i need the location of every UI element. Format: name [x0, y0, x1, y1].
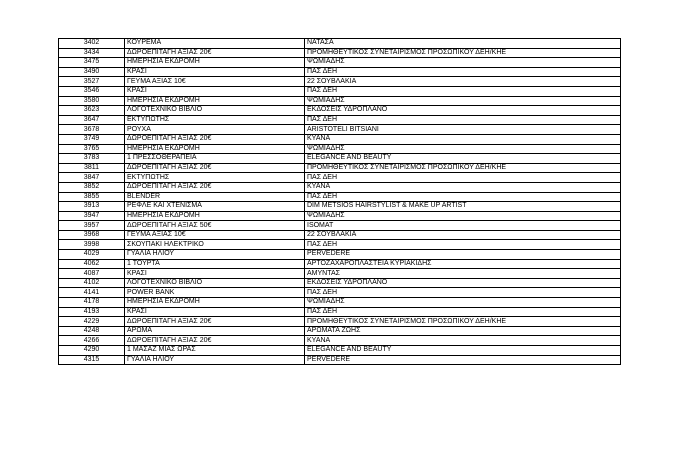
prize-cell: ΓΕΥΜΑ ΑΞΙΑΣ 10€: [125, 77, 305, 87]
prize-cell: ΔΩΡΟΕΠΙΤΑΓΗ ΑΞΙΑΣ 20€: [125, 317, 305, 327]
table-row: [59, 307, 621, 317]
sponsor-cell: ΠΡΟΜΗΘΕΥΤΙΚΟΣ ΣΥΝΕΤΑΙΡΙΣΜΟΣ ΠΡΟΣΩΠΙΚΟΥ ΔΕΗ/ΚΗΕ: [305, 317, 621, 327]
sponsor-cell: ΕΚΔΟΣΕΙΣ ΥΔΡΟΠΛΑΝΟ: [305, 278, 621, 288]
ticket-number-cell: 3998: [59, 240, 125, 250]
sponsor-cell: ΨΩΜΙΑΔΗΣ: [305, 298, 621, 308]
table-row: [59, 134, 621, 144]
table-row: [59, 39, 621, 49]
prize-cell: ΚΡΑΣΙ: [125, 307, 305, 317]
prize-cell: ΔΩΡΟΕΠΙΤΑΓΗ ΑΞΙΑΣ 20€: [125, 163, 305, 173]
table-row: [59, 182, 621, 192]
ticket-number-cell: 3647: [59, 115, 125, 125]
prize-cell: BLENDER: [125, 192, 305, 202]
sponsor-cell: ΨΩΜΙΑΔΗΣ: [305, 96, 621, 106]
ticket-number-cell: 3847: [59, 173, 125, 183]
table-row: [59, 259, 621, 269]
ticket-number-cell: 4178: [59, 298, 125, 308]
prize-cell: ΓΕΥΜΑ ΑΞΙΑΣ 10€: [125, 230, 305, 240]
table-row: [59, 317, 621, 327]
prize-cell: ΕΚΤΥΠΩΤΗΣ: [125, 115, 305, 125]
table-row: [59, 106, 621, 116]
ticket-number-cell: 3913: [59, 202, 125, 212]
table-row: [59, 288, 621, 298]
ticket-number-cell: 3527: [59, 77, 125, 87]
prize-cell: ΛΟΓΟΤΕΧΝΙΚΟ ΒΙΒΛΙΟ: [125, 106, 305, 116]
prize-cell: ΚΡΑΣΙ: [125, 86, 305, 96]
sponsor-cell: 22 ΣΟΥΒΛΑΚΙΑ: [305, 230, 621, 240]
table-row: [59, 67, 621, 77]
ticket-number-cell: 3749: [59, 134, 125, 144]
table-row: [59, 346, 621, 356]
ticket-number-cell: 4087: [59, 269, 125, 279]
ticket-number-cell: 4290: [59, 346, 125, 356]
prize-cell: ΔΩΡΟΕΠΙΤΑΓΗ ΑΞΙΑΣ 20€: [125, 182, 305, 192]
table-row: [59, 269, 621, 279]
table-row: [59, 230, 621, 240]
prize-cell: ΚΡΑΣΙ: [125, 67, 305, 77]
table-row: [59, 115, 621, 125]
table-row: [59, 250, 621, 260]
sponsor-cell: ΠΑΣ ΔΕΗ: [305, 67, 621, 77]
ticket-number-cell: 3434: [59, 48, 125, 58]
sponsor-cell: ΠΑΣ ΔΕΗ: [305, 307, 621, 317]
sponsor-cell: DIM METSIOS HAIRSTYLIST & MAKE UP ARTIST: [305, 202, 621, 212]
prize-cell: ΗΜΕΡΗΣΙΑ ΕΚΔΡΟΜΗ: [125, 211, 305, 221]
ticket-number-cell: 4248: [59, 326, 125, 336]
prize-cell: ΓΥΑΛΙΑ ΗΛΙΟΥ: [125, 355, 305, 365]
sponsor-cell: ΚΥΑΝΑ: [305, 134, 621, 144]
prize-cell: ΓΥΑΛΙΑ ΗΛΙΟΥ: [125, 250, 305, 260]
prize-cell: 1 ΠΡΕΣΣΟΘΕΡΑΠΕΙΑ: [125, 154, 305, 164]
sponsor-cell: ΝΑΤΑΣΑ: [305, 39, 621, 49]
ticket-number-cell: 3678: [59, 125, 125, 135]
sponsor-cell: ΚΥΑΝΑ: [305, 182, 621, 192]
prize-cell: ΗΜΕΡΗΣΙΑ ΕΚΔΡΟΜΗ: [125, 144, 305, 154]
prize-cell: ΔΩΡΟΕΠΙΤΑΓΗ ΑΞΙΑΣ 20€: [125, 134, 305, 144]
table-row: [59, 154, 621, 164]
table-row: [59, 202, 621, 212]
sponsor-cell: ΕΚΔΟΣΕΙΣ ΥΔΡΟΠΛΑΝΟ: [305, 106, 621, 116]
sponsor-cell: ΨΩΜΙΑΔΗΣ: [305, 58, 621, 68]
ticket-number-cell: 4193: [59, 307, 125, 317]
ticket-number-cell: 4141: [59, 288, 125, 298]
ticket-number-cell: 3402: [59, 39, 125, 49]
ticket-number-cell: 3855: [59, 192, 125, 202]
table-row: [59, 163, 621, 173]
ticket-number-cell: 3957: [59, 221, 125, 231]
sponsor-cell: ΠΑΣ ΔΕΗ: [305, 192, 621, 202]
table-row: [59, 144, 621, 154]
prize-cell: ΚΟΥΡΕΜΑ: [125, 39, 305, 49]
prize-cell: ΗΜΕΡΗΣΙΑ ΕΚΔΡΟΜΗ: [125, 298, 305, 308]
sponsor-cell: ΠΑΣ ΔΕΗ: [305, 288, 621, 298]
ticket-number-cell: 3852: [59, 182, 125, 192]
prize-cell: 1 ΜΑΣΑΖ ΜΙΑΣ ΩΡΑΣ: [125, 346, 305, 356]
sponsor-cell: ΚΥΑΝΑ: [305, 336, 621, 346]
ticket-number-cell: 4062: [59, 259, 125, 269]
prize-cell: ΗΜΕΡΗΣΙΑ ΕΚΔΡΟΜΗ: [125, 58, 305, 68]
table-row: [59, 326, 621, 336]
sponsor-cell: ΑΡΩΜΑΤΑ ΖΩΗΣ: [305, 326, 621, 336]
sponsor-cell: PERVEDERE: [305, 355, 621, 365]
sponsor-cell: ELEGANCE AND BEAUTY: [305, 346, 621, 356]
prize-cell: ΔΩΡΟΕΠΙΤΑΓΗ ΑΞΙΑΣ 20€: [125, 336, 305, 346]
sponsor-cell: ΑΜΥΝΤΑΣ: [305, 269, 621, 279]
prize-cell: POWER BANK: [125, 288, 305, 298]
table-row: [59, 58, 621, 68]
sponsor-cell: 22 ΣΟΥΒΛΑΚΙΑ: [305, 77, 621, 87]
prize-cell: ΔΩΡΟΕΠΙΤΑΓΗ ΑΞΙΑΣ 20€: [125, 48, 305, 58]
table-row: [59, 96, 621, 106]
sponsor-cell: ARISTOTELI BITSIANI: [305, 125, 621, 135]
ticket-number-cell: 3546: [59, 86, 125, 96]
prize-table-body: [59, 39, 621, 365]
table-row: [59, 48, 621, 58]
table-row: [59, 221, 621, 231]
ticket-number-cell: 4029: [59, 250, 125, 260]
table-row: [59, 355, 621, 365]
ticket-number-cell: 4229: [59, 317, 125, 327]
table-row: [59, 86, 621, 96]
prize-cell: ΡΟΥΧΑ: [125, 125, 305, 135]
ticket-number-cell: 4315: [59, 355, 125, 365]
ticket-number-cell: 3475: [59, 58, 125, 68]
prize-cell: ΡΕΦΛΕ ΚΑΙ ΧΤΕΝΙΣΜΑ: [125, 202, 305, 212]
sponsor-cell: ΠΡΟΜΗΘΕΥΤΙΚΟΣ ΣΥΝΕΤΑΙΡΙΣΜΟΣ ΠΡΟΣΩΠΙΚΟΥ ΔΕΗ/ΚΗΕ: [305, 163, 621, 173]
ticket-number-cell: 3490: [59, 67, 125, 77]
prize-cell: ΗΜΕΡΗΣΙΑ ΕΚΔΡΟΜΗ: [125, 96, 305, 106]
sponsor-cell: ELEGANCE AND BEAUTY: [305, 154, 621, 164]
ticket-number-cell: 3765: [59, 144, 125, 154]
table-row: [59, 192, 621, 202]
prize-table: [58, 38, 621, 365]
prize-cell: ΑΡΩΜΑ: [125, 326, 305, 336]
sponsor-cell: ΨΩΜΙΑΔΗΣ: [305, 211, 621, 221]
sponsor-cell: ΠΑΣ ΔΕΗ: [305, 115, 621, 125]
ticket-number-cell: 4266: [59, 336, 125, 346]
prize-cell: ΚΡΑΣΙ: [125, 269, 305, 279]
prize-cell: ΛΟΓΟΤΕΧΝΙΚΟ ΒΙΒΛΙΟ: [125, 278, 305, 288]
prize-cell: ΣΚΟΥΠΑΚΙ ΗΛΕΚΤΡΙΚΟ: [125, 240, 305, 250]
sponsor-cell: ΨΩΜΙΑΔΗΣ: [305, 144, 621, 154]
table-row: [59, 173, 621, 183]
sponsor-cell: PERVEDERE: [305, 250, 621, 260]
ticket-number-cell: 3947: [59, 211, 125, 221]
table-row: [59, 278, 621, 288]
sponsor-cell: ΠΑΣ ΔΕΗ: [305, 240, 621, 250]
table-row: [59, 77, 621, 87]
sponsor-cell: ΠΑΣ ΔΕΗ: [305, 173, 621, 183]
table-row: [59, 125, 621, 135]
prize-cell: ΔΩΡΟΕΠΙΤΑΓΗ ΑΞΙΑΣ 50€: [125, 221, 305, 231]
sponsor-cell: ΠΑΣ ΔΕΗ: [305, 86, 621, 96]
sponsor-cell: ΠΡΟΜΗΘΕΥΤΙΚΟΣ ΣΥΝΕΤΑΙΡΙΣΜΟΣ ΠΡΟΣΩΠΙΚΟΥ ΔΕΗ/ΚΗΕ: [305, 48, 621, 58]
table-row: [59, 211, 621, 221]
prize-cell: ΕΚΤΥΠΩΤΗΣ: [125, 173, 305, 183]
ticket-number-cell: 3580: [59, 96, 125, 106]
sponsor-cell: ΑΡΤΟΖΑΧΑΡΟΠΛΑΣΤΕΙΑ ΚΥΡΙΑΚΙΔΗΣ: [305, 259, 621, 269]
ticket-number-cell: 3783: [59, 154, 125, 164]
table-row: [59, 336, 621, 346]
ticket-number-cell: 4102: [59, 278, 125, 288]
ticket-number-cell: 3623: [59, 106, 125, 116]
table-row: [59, 298, 621, 308]
prize-cell: 1 ΤΟΥΡΤΑ: [125, 259, 305, 269]
table-row: [59, 240, 621, 250]
ticket-number-cell: 3811: [59, 163, 125, 173]
sponsor-cell: ISOMAT: [305, 221, 621, 231]
ticket-number-cell: 3968: [59, 230, 125, 240]
